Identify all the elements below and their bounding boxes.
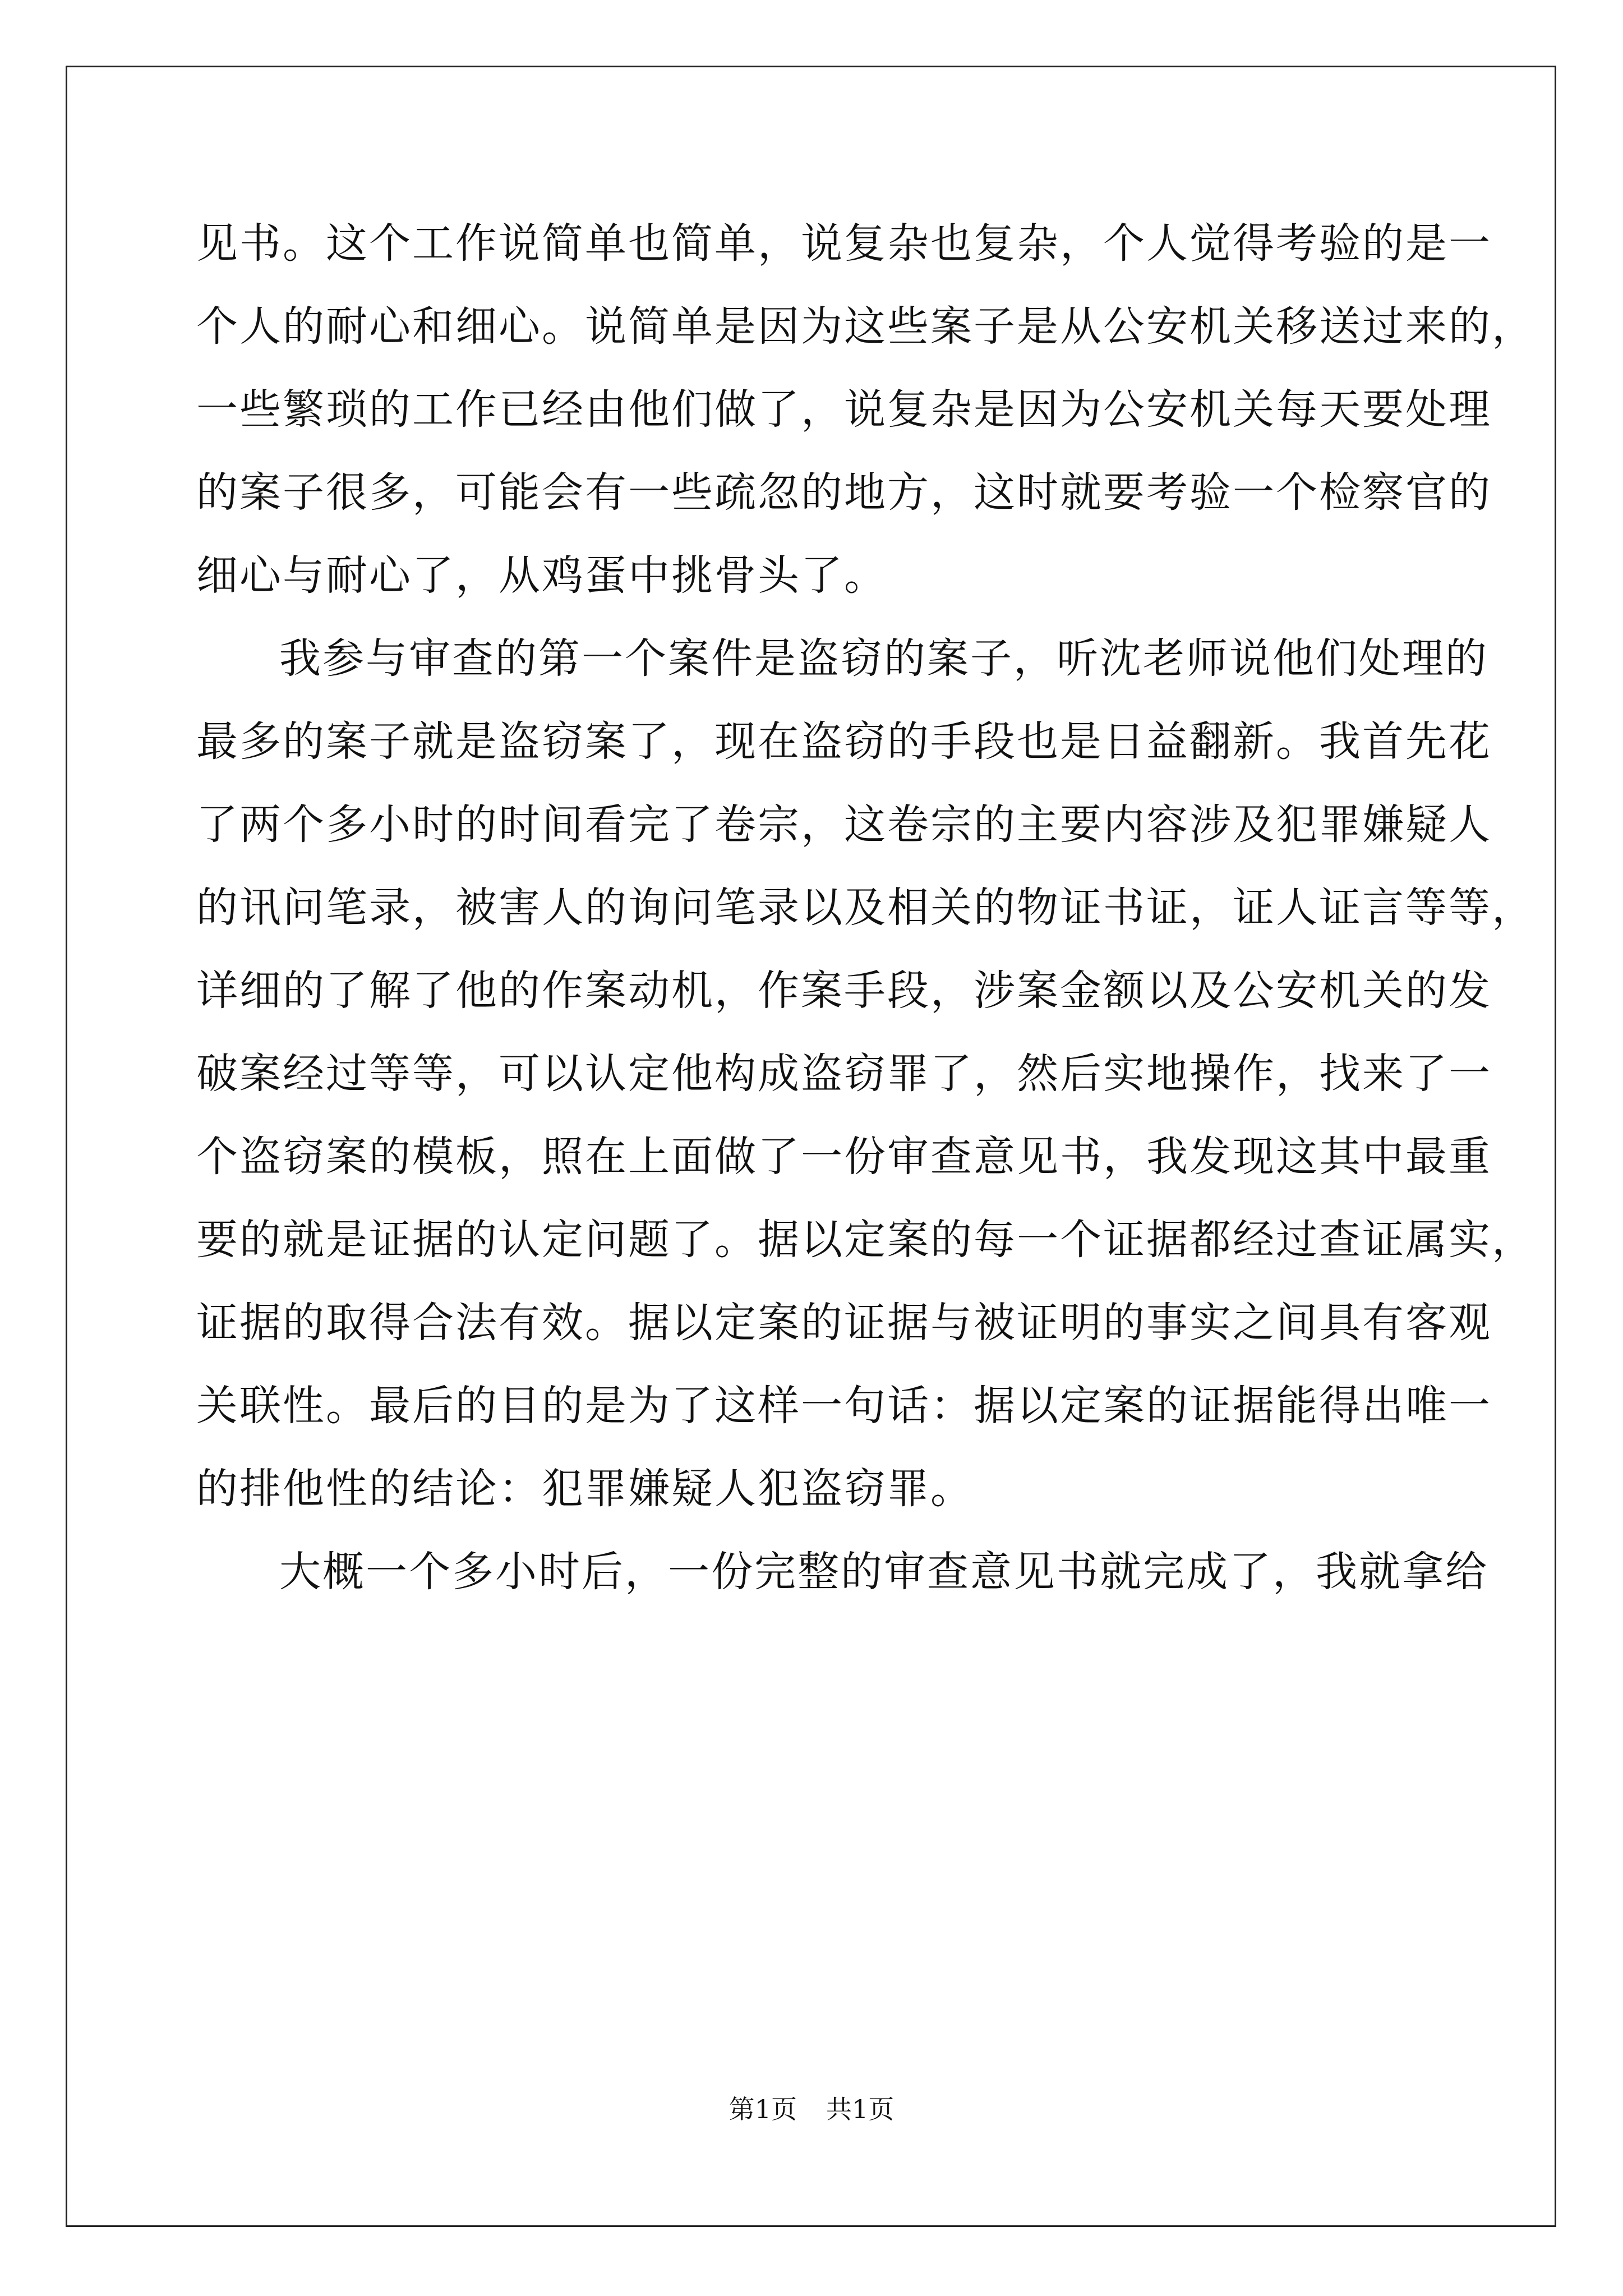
text-line: 细心与耐心了，从鸡蛋中挑骨头了。 [196,551,887,600]
text-line: 的案子很多，可能会有一些疏忽的地方，这时就要考验一个检察官的 [196,468,1492,517]
text-line: 关联性。最后的目的是为了这样一句话：据以定案的证据能得出唯一 [196,1382,1492,1430]
document-body [196,202,1535,1613]
paragraph-start-line: 我参与审查的第一个案件是盗窃的案子，听沈老师说他们处理的 [279,634,1488,683]
paragraph-start-line: 大概一个多小时后，一份完整的审查意见书就完成了，我就拿给 [279,1548,1488,1596]
text-line: 证据的取得合法有效。据以定案的证据与被证明的事实之间具有客观 [196,1299,1492,1347]
page-total: 共1页 [826,2094,895,2124]
text-line: 的排他性的结论：犯罪嫌疑人犯盗窃罪。 [196,1465,974,1513]
text-line: 个盗窃案的模板，照在上面做了一份审查意见书，我发现这其中最重 [196,1133,1492,1181]
text-line: 破案经过等等，可以认定他构成盗窃罪了，然后实地操作，找来了一 [196,1050,1492,1098]
text-line: 了两个多小时的时间看完了卷宗，这卷宗的主要内容涉及犯罪嫌疑人 [196,800,1492,849]
text-line: 见书。这个工作说简单也简单，说复杂也复杂，个人觉得考验的是一 [196,219,1492,268]
text-line: 个人的耐心和细心。说简单是因为这些案子是从公安机关移送过来的， [196,302,1535,351]
text-line: 详细的了解了他的作案动机，作案手段，涉案金额以及公安机关的发 [196,967,1492,1015]
page-number: 第1页 [728,2094,797,2124]
text-line: 一些繁琐的工作已经由他们做了，说复杂是因为公安机关每天要处理 [196,385,1492,434]
page-footer [0,2092,1623,2126]
text-line: 的讯问笔录，被害人的询问笔录以及相关的物证书证，证人证言等等， [196,884,1535,932]
text-line: 要的就是证据的认定问题了。据以定案的每一个证据都经过查证属实， [196,1216,1535,1264]
text-line: 最多的案子就是盗窃案了，现在盗窃的手段也是日益翻新。我首先花 [196,717,1492,766]
